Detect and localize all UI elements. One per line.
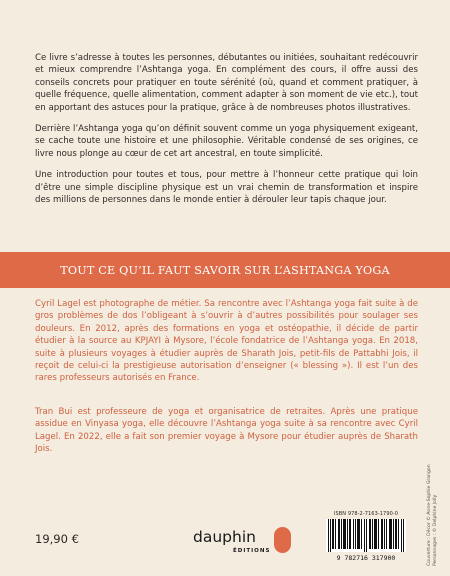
price: 19,90 € <box>35 532 79 546</box>
publisher-name: dauphin <box>193 528 256 546</box>
description-paragraph-1: Ce livre s’adresse à toutes les personnes, débutantes ou initiées, souhaitant redécouvrir et mieux comprendre l’Ashtanga yoga. En complément des cours, il offre aussi des conseils concrets pour pratiquer en toute sérénité (où, quand et comment pratiquer, à quelle fréquence, quelle alimentation, comment adapter à son moment de vie etc.), tout en apportant des astuces pour la pratique, grâce à de nombreuses photos illustratives. <box>35 53 418 113</box>
barcode-area <box>318 511 414 561</box>
description-paragraph-2: Derrière l’Ashtanga yoga qu’on définit souvent comme un yoga physiquement exigeant, se cache toute une histoire et une philosophie. Véritable condensé de ses origines, ce livre nous plonge au cœur de cet art ancestral, en toute simplicité. <box>35 124 418 159</box>
credits-line: Personnages : © Delphine Jolly <box>432 494 438 566</box>
description-section <box>35 52 418 215</box>
description-paragraph-3: Une introduction pour toutes et tous, pour mettre à l’honneur cette pratique qui loin d’être une simple discipline physique est un vrai chemin de transformation et inspire des millions de personnes dans le monde entier à dérouler leur tapis chaque jour. <box>35 170 418 206</box>
tagline-banner <box>0 252 450 288</box>
publisher-logo <box>193 520 293 560</box>
barcode-icon <box>326 519 406 552</box>
author-bio-text: Cyril Lagel est photographe de métier. Sa rencontre avec l’Ashtanga yoga fait suite à de gros problèmes de dos l’obligeant à s’ouvrir à d’autres possibilités pour soulager ses douleurs. En 2012, après des formations en yoga et ostéopathie, il décide de partir étudier à la source au KPJAYI à Mysore, l’école fondatrice de l’Ashtanga yoga. En 2018, suite à plusieurs voyages à étudier auprès de Sharath Jois, petit-fils de Pattabhi Jois, il reçoit de celui-ci la prestigieuse autorisation d’enseigner (« blessing »). Il est l’un des rares professeurs autorisés en France. <box>35 299 418 384</box>
author-bio-cyril <box>35 298 418 385</box>
author-bio-tran <box>35 406 418 456</box>
cover-credits <box>427 466 438 566</box>
publisher-subtitle: ÉDITIONS <box>233 548 271 554</box>
tagline-text: TOUT CE QU’IL FAUT SAVOIR SUR L’ASHTANGA YOGA <box>60 263 390 277</box>
author-bio-text: Tran Bui est professeure de yoga et organisatrice de retraites. Après une pratique assidue en Vinyasa yoga, elle découvre l’Ashtanga yoga suite à sa rencontre avec Cyril Lagel. En 2022, elle a fait son premier voyage à Mysore pour étudier auprès de Sharath Jois. <box>35 407 418 455</box>
credits-line: Couverture : Décor © Anne-Sophie Grangon <box>427 464 432 566</box>
ean-number: 9 782716 317900 <box>336 554 396 562</box>
isbn-label: ISBN 978-2-7163-1790-0 <box>333 511 399 517</box>
dolphin-logo-icon <box>274 527 291 553</box>
